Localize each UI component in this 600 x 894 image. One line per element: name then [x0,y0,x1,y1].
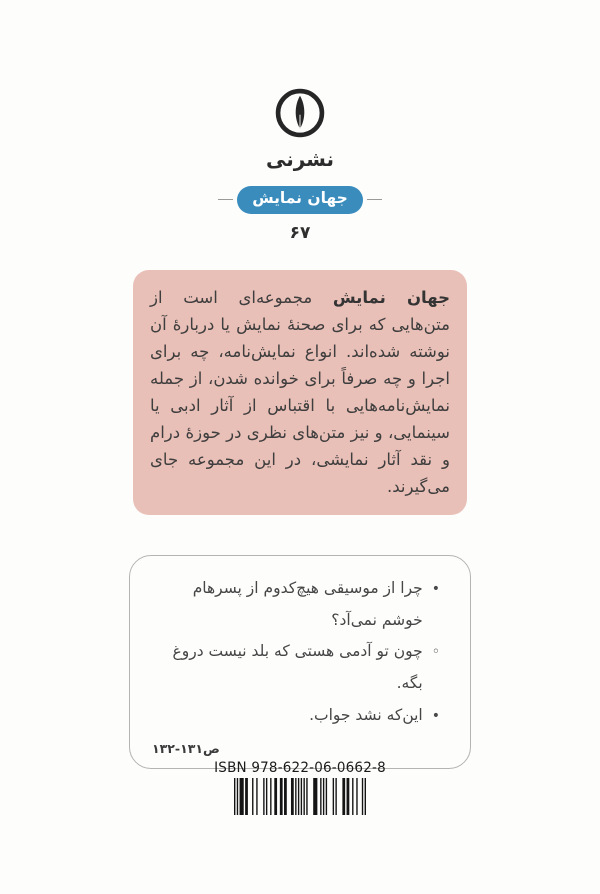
quote-text: چرا از موسیقی هیچ‌کدوم از پسرهام خوشم نمی‌آد؟ [192,578,423,629]
excerpt-box [129,555,471,769]
series-description-text [150,284,450,500]
publisher-logo-icon [273,86,327,140]
series-badge: جهان نمایش [237,186,363,214]
publisher-header [0,0,600,243]
quote-line [152,700,440,732]
series-description-body: مجموعه‌ای است از متن‌هایی که برای صحنهٔ نمایش یا دربارهٔ آن نوشته شده‌اند. انواع نمایش‌نامه، چه برای اجرا و چه صرفاً برای خوانده شدن، از جمله نمایش‌نامه‌هایی با اقتباس از آثار ادبی یا سینمایی، و نیز متن‌های نظری در حوزهٔ درام و نقد آثار نمایشی، در این مجموعه جای می‌گیرند. [150,287,450,496]
series-dash-right [367,199,382,200]
isbn-label: ISBN 978-622-06-0662-8 [214,759,386,777]
bullet-icon: • [431,707,440,724]
page-reference: ص۱۳۱-۱۳۲ [152,740,220,756]
publisher-name: نشرنی [265,147,335,171]
series-volume-number: ۶۷ [289,222,311,243]
barcode-image [234,778,366,815]
bullet-icon: • [431,580,440,597]
quote-line [152,573,440,637]
quote-text: چون تو آدمی هستی که بلد نیست دروغ بگه. [172,642,423,693]
series-description-lead: جهان نمایش [332,287,451,307]
series-description-box [133,270,467,515]
quote-line [152,636,440,700]
quote-text: این‌که نشد جواب. [309,705,423,724]
series-dash-left [218,199,233,200]
quote-list [152,573,448,732]
series-row [0,186,600,214]
bullet-icon: ◦ [431,644,440,661]
barcode-block [0,759,600,819]
